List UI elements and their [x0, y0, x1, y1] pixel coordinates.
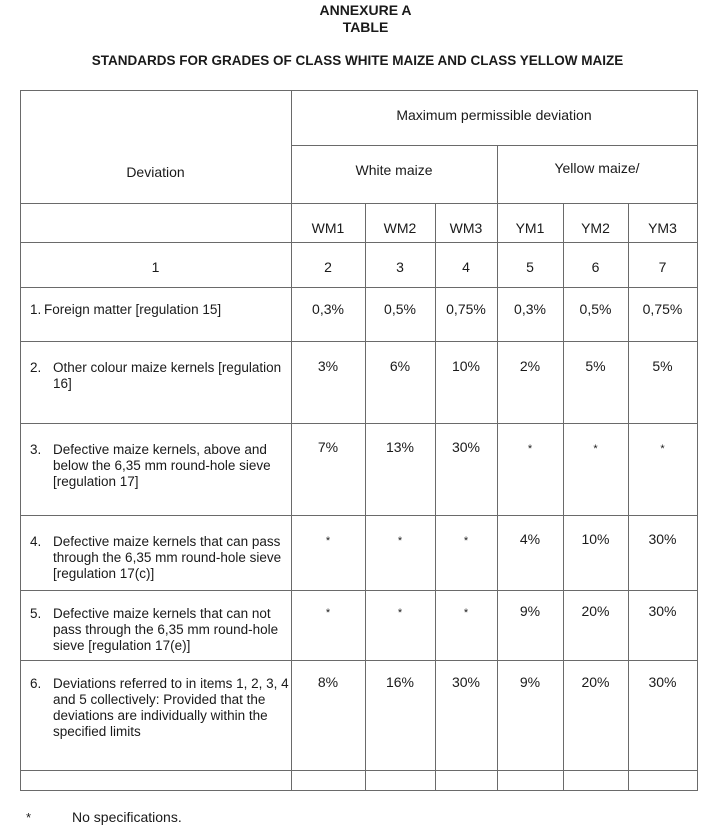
row-label: Defective maize kernels that can not pass through the 6,35 mm round-hole sieve [regulation 17(e)]: [53, 606, 279, 653]
table-rule-horizontal: [291, 145, 698, 146]
deviation-value: 5%: [585, 358, 606, 374]
deviation-value: *: [463, 607, 469, 619]
yellow-maize-header: Yellow maize/: [554, 160, 640, 176]
deviation-value: 30%: [451, 439, 481, 455]
deviation-value: 30%: [451, 674, 481, 690]
deviation-value: 8%: [317, 674, 339, 690]
white-maize-header: White maize: [355, 162, 433, 178]
column-number: 5: [526, 259, 534, 275]
row-label: Defective maize kernels, above and below the 6,35 mm round-hole sieve [regulation 17]: [53, 442, 271, 489]
table-rule-horizontal: [20, 341, 698, 342]
table-rule-vertical: [697, 90, 698, 791]
column-number: 4: [462, 259, 470, 275]
column-number: 1: [151, 259, 160, 275]
document-title: STANDARDS FOR GRADES OF CLASS WHITE MAIZE AND CLASS YELLOW MAIZE: [91, 53, 624, 68]
deviation-value: 9%: [519, 603, 541, 619]
deviation-value: *: [463, 535, 469, 547]
table-rule-horizontal: [20, 242, 698, 243]
deviation-value: *: [325, 607, 331, 619]
row-label: Foreign matter [regulation 15]: [44, 302, 222, 317]
row-label: Other colour maize kernels [regulation 16]: [53, 360, 282, 391]
annexure-heading: ANNEXURE A: [319, 2, 412, 18]
grade-header: YM3: [648, 220, 677, 236]
deviation-value: 30%: [648, 674, 677, 690]
row-number: 2.: [30, 360, 42, 375]
deviation-value: 0,5%: [579, 301, 612, 317]
deviation-value: *: [397, 607, 403, 619]
deviation-value: 0,75%: [642, 301, 683, 317]
deviation-value: 3%: [317, 358, 339, 374]
deviation-value: 30%: [648, 603, 677, 619]
grade-header: WM1: [311, 220, 345, 236]
deviation-value: 13%: [385, 439, 415, 455]
deviation-value: *: [660, 443, 665, 455]
deviation-value: 10%: [581, 531, 610, 547]
table-rule-horizontal: [20, 423, 698, 424]
row-number: 5.: [30, 606, 42, 621]
deviation-value: 4%: [519, 531, 541, 547]
row-label: Defective maize kernels that can pass through the 6,35 mm round-hole sieve [regulation 17(c)]: [53, 534, 282, 581]
deviation-header: Deviation: [126, 164, 185, 180]
deviation-value: 6%: [389, 358, 411, 374]
grade-header: YM1: [515, 220, 545, 236]
deviation-value: 16%: [385, 674, 415, 690]
deviation-value: *: [325, 535, 331, 547]
grade-header: YM2: [581, 220, 610, 236]
table-rule-horizontal: [20, 790, 698, 791]
column-number: 3: [396, 259, 404, 275]
max-deviation-header: Maximum permissible deviation: [396, 107, 592, 123]
column-number: 7: [658, 259, 667, 275]
row-label: Deviations referred to in items 1, 2, 3, 4 and 5 collectively: Provided that the deviations are individually within the specified limits: [53, 676, 289, 739]
deviation-value: 30%: [648, 531, 677, 547]
table-rule-vertical: [365, 203, 366, 791]
row-number: 6.: [30, 676, 42, 691]
footnote-symbol: *: [26, 810, 32, 825]
table-rule-vertical: [20, 90, 21, 791]
column-number: 2: [324, 259, 332, 275]
deviation-value: 0,5%: [384, 301, 416, 317]
table-rule-vertical: [497, 145, 498, 791]
row-number: 3.: [30, 442, 42, 457]
deviation-value: 0,3%: [514, 301, 546, 317]
deviation-value: 20%: [581, 674, 610, 690]
deviation-value: *: [397, 535, 403, 547]
table-rule-horizontal: [20, 770, 698, 771]
deviation-value: 0,75%: [446, 301, 486, 317]
column-number: 6: [591, 259, 600, 275]
deviation-value: *: [527, 443, 533, 455]
row-number: 4.: [30, 534, 42, 549]
row-number: 1.: [30, 302, 42, 317]
deviation-value: 2%: [519, 358, 541, 374]
table-heading: TABLE: [342, 19, 389, 35]
deviation-value: 5%: [652, 358, 673, 374]
deviation-value: 7%: [317, 439, 339, 455]
table-rule-horizontal: [20, 590, 698, 591]
table-rule-vertical: [435, 203, 436, 791]
deviation-value: *: [593, 443, 598, 455]
grade-header: WM2: [383, 220, 417, 236]
deviation-value: 9%: [519, 674, 541, 690]
table-rule-horizontal: [20, 287, 698, 288]
deviation-value: 10%: [451, 358, 481, 374]
footnote-text: No specifications.: [72, 809, 182, 825]
table-rule-vertical: [563, 203, 564, 791]
table-rule-horizontal: [20, 203, 698, 204]
table-rule-horizontal: [20, 515, 698, 516]
grade-header: WM3: [449, 220, 483, 236]
deviation-value: 0,3%: [312, 301, 344, 317]
table-rule-horizontal: [20, 660, 698, 661]
deviation-value: 20%: [581, 603, 610, 619]
table-rule-vertical: [628, 203, 629, 791]
table-rule-horizontal: [20, 90, 698, 91]
